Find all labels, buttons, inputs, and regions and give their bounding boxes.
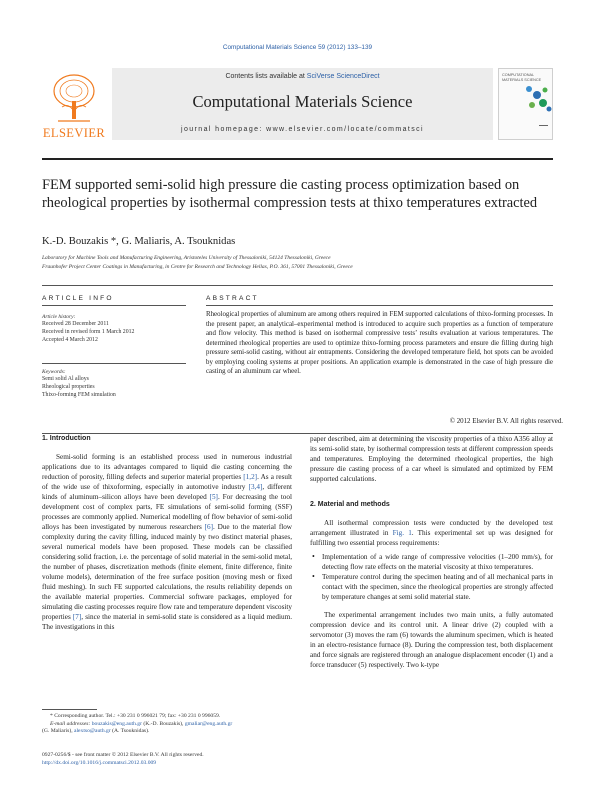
header-rule: [42, 285, 553, 286]
email-owner: (A. Tsouknidas).: [110, 728, 150, 735]
keyword-2: Rheological properties: [42, 384, 95, 390]
sciencedirect-link[interactable]: SciVerse ScienceDirect: [306, 73, 380, 80]
publication-info: [42, 751, 342, 767]
keyword-1: Semi solid Al alloys: [42, 376, 89, 382]
cover-title: COMPUTATIONAL MATERIALS SCIENCE: [502, 73, 542, 82]
email-note-cont: [42, 728, 302, 736]
history-received: Received 28 December 2011: [42, 321, 109, 327]
cover-graphic-icon: [519, 81, 553, 115]
masthead-rule: [42, 158, 553, 160]
abstract-text: Rheological properties of aluminum are among others required in FEM supported calculations of thixo-forming processes. In the present paper, an analytical–experimental method is introduced to acquire such properties as a function of temperature and flow velocity. This method is based on isothermal compressive tests’ results evaluation at various temperatures. The determined rheological properties are used to optimize thixo-forming process parameters and ensure die filling during high pressure semi-solid casting, without air entrapments. Considering the developed temperature field, hot spots can be avoided by employing cooling systems at proper positions. An application example is demonstrated in the case of high pressure die casting of an aluminum car wheel.: [206, 311, 553, 376]
methods-paragraph-1: [310, 518, 553, 548]
list-item: • Implementation of a wide range of compressive velocities (1–200 mm/s), for detecting flow rate effects on the material viscosity at thixo temperatures.: [322, 552, 553, 572]
section-heading-methods: 2. Material and methods: [310, 501, 390, 508]
journal-cover-thumbnail[interactable]: [498, 68, 553, 140]
footnotes: [42, 713, 302, 736]
intro-continuation: paper described, aim at determining the viscosity properties of a thixo A356 alloy at its semi-solid state, by isothermal compression tests at different compression speeds and temperatures. Employing the determined rheological properties, the high pressure die casting process of a car wheel is simulated and optimized by FEM supported calculations.: [310, 435, 553, 483]
intro-text-e: . Due to the material flow complexity during the cavity filling, induced mainly by two distinct material phases, several numerical models have been proposed. These models can be classified considering solid fraction, i.e. the percentage of solid material in the semi-solid metal, the number of phases, discretization methods (finite element, finite difference, finite volume models), determination of the free surface position (moving mesh or fixed fluid meshing). In such FE supported calculations, the results reliability depends on the available material properties. Commercial software packages, employed for simulating die casting processes require flow rate and temperature dependent viscosity properties: [42, 523, 292, 621]
history-label: Article history:: [42, 314, 76, 320]
email-link[interactable]: bouzakis@eng.auth.gr: [91, 720, 142, 727]
article-info-heading: ARTICLE INFO: [42, 295, 114, 302]
methods-text-a: All isothermal compression tests were conducted by the developed test arrangement illustrated in: [310, 519, 553, 537]
journal-homepage[interactable]: journal homepage: www.elsevier.com/locate/commatsci: [181, 126, 424, 133]
footnote-rule: [42, 709, 97, 710]
journal-title: Computational Materials Science: [192, 92, 413, 111]
article-info: [42, 306, 182, 399]
citation-link[interactable]: [3,4]: [248, 483, 263, 491]
keywords-label: Keywords:: [42, 369, 66, 375]
body-column-left: [42, 434, 292, 632]
article-authors: K.-D. Bouzakis *, G. Maliaris, A. Tsouknidas: [42, 236, 236, 247]
section-heading-introduction: 1. Introduction: [42, 435, 91, 442]
affiliation-2: Fraunhofer Project Center Coatings in Manufacturing, in Centre for Research and Technology Hellas, P.O. 361, 57001 Thessaloniki, Greece: [42, 264, 353, 270]
keyword-3: Thixo-forming FEM simulation: [42, 392, 116, 398]
email-owner: (G. Maliaris),: [42, 728, 75, 735]
figure-link[interactable]: Fig. 1: [392, 529, 412, 537]
contents-line: [112, 73, 493, 80]
intro-text-d: . For decreasing the tool development cost of complex parts, FE simulations of semi-solid forming (SSF) processes are commonly applied. Numerical modelling of flow behavior of semi-solid alloys has been investigated by numerous researchers: [42, 493, 292, 531]
publisher-name: ELSEVIER: [42, 126, 106, 140]
keywords-rule: [42, 363, 186, 364]
elsevier-tree-icon: [50, 71, 98, 125]
abstract-rule: [206, 305, 553, 306]
abstract-copyright: © 2012 Elsevier B.V. All rights reserved.: [449, 418, 563, 425]
intro-text-b: . As a result of the wide use of thixoforming, especially in automotive industry: [42, 473, 293, 491]
asterisk-marker: *: [50, 713, 55, 719]
requirements-list: [310, 552, 553, 602]
citation-link[interactable]: [6]: [204, 523, 214, 531]
issn-line: 0927-0256/$ - see front matter © 2012 Elsevier B.V. All rights reserved.: [42, 752, 204, 758]
email-label: E-mail addresses:: [50, 720, 92, 727]
cover-bar: [539, 125, 548, 126]
affiliation-1: Laboratory for Machine Tools and Manufacturing Engineering, Aristoteles University of Thessaloniki, 54124 Thessaloniki, Greece: [42, 255, 331, 261]
list-item: • Temperature control during the specimen heating and of all mechanical parts in contact with the specimen, since the rheological properties are strongly affected by temperature changes at semi solid material state.: [322, 572, 553, 602]
contents-prefix: Contents lists available at: [225, 73, 307, 80]
citation-link[interactable]: [1,2]: [243, 473, 258, 481]
intro-text-a: Semi-solid forming is an established process used in numerous industrial applications due to its advantages compared to liquid die casting concerning the reduction of porosity, filling defects and superior material properties: [42, 453, 292, 481]
email-owner: (K.-D. Bouzakis),: [141, 720, 185, 727]
body-column-right: [310, 434, 553, 670]
email-link[interactable]: alextso@auth.gr: [74, 728, 111, 735]
citation-link[interactable]: [7]: [72, 613, 82, 621]
intro-paragraph: [42, 452, 292, 632]
article-title: FEM supported semi-solid high pressure die casting process optimization based on rheological properties by isothermal compression tests at thixo temperatures extracted: [42, 177, 538, 211]
methods-text-b: . This experimental set up was designed for fulfilling two essential process requirements:: [310, 529, 553, 547]
intro-text-f: , since the material in semi-solid state is considered as a liquid medium. The investigations in this: [42, 613, 292, 631]
email-link[interactable]: gmaliar@eng.auth.gr: [184, 720, 233, 727]
intro-text-c: , different kinds of aluminum–silicon alloys have been developed: [42, 483, 292, 501]
history-revised: Received in revised form 1 March 2012: [42, 329, 135, 335]
corresponding-text: Corresponding author. Tel.: +30 231 0 996021 79; fax: +30 231 0 996059.: [54, 713, 221, 719]
citation-link[interactable]: [5]: [209, 493, 218, 501]
journal-banner: [112, 68, 493, 140]
elsevier-logo: [42, 68, 106, 142]
history-accepted: Accepted 4 March 2012: [42, 337, 98, 343]
masthead: [42, 68, 493, 152]
methods-paragraph-2: The experimental arrangement includes two main units, a fully automated compression device and its control unit. A linear drive (2) coupled with a servomotor (3) moves the ram (6) towards the aluminum specimen, which is heated in an electro-resistance furnace (8). During the compression test, both displacement and force signals are registered through an analogue displacement encoder (1) and a force transducer (5) respectively. Two k-type: [310, 611, 553, 669]
abstract-heading: ABSTRACT: [206, 295, 259, 302]
doi-link[interactable]: http://dx.doi.org/10.1016/j.commatsci.2012.03.009: [42, 760, 157, 766]
journal-reference[interactable]: Computational Materials Science 59 (2012) 133–139: [222, 44, 373, 51]
corresponding-author-note: [42, 713, 302, 721]
